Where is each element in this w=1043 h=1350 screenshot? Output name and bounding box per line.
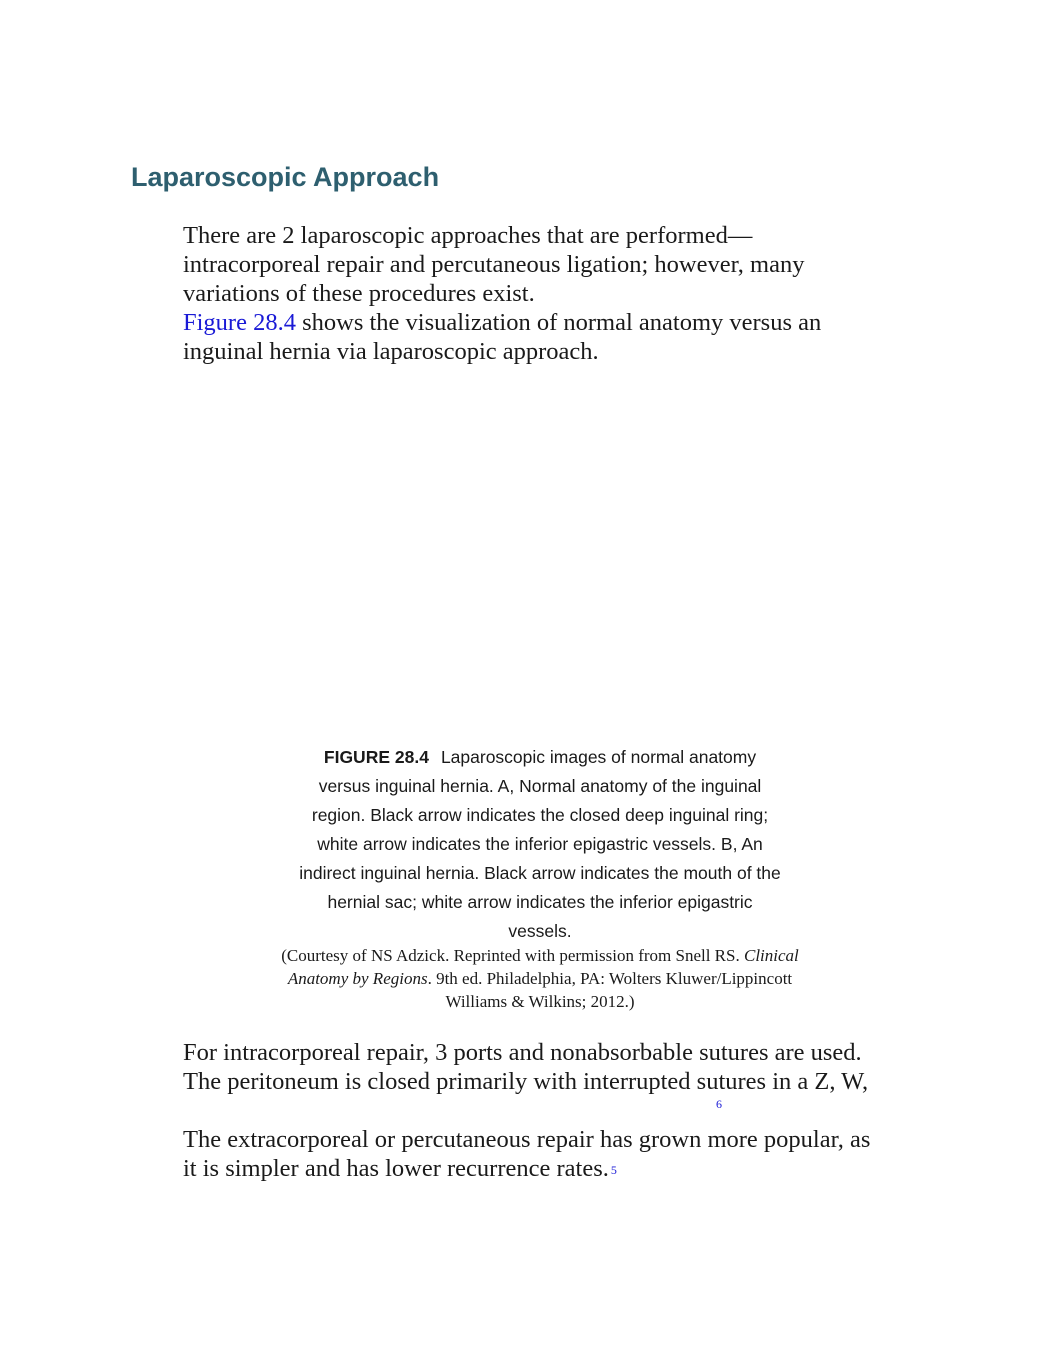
intracorporeal-line: For intracorporeal repair, 3 ports and nonabsorbable sutures are used. [183,1039,862,1066]
figure-label: FIGURE 28.4 [323,747,429,767]
figure-sentence-text: shows the visualization of normal anatomy versus an [295,309,822,336]
caption-line: indirect inguinal hernia. Black arrow indicates the mouth of the [299,863,781,883]
extracorporeal-line [183,1154,923,1183]
extracorporeal-line: The extracorporeal or percutaneous repair has grown more popular, as [183,1126,871,1153]
caption-line: vessels. [508,921,572,941]
credit-text: (Courtesy of NS Adzick. Reprinted with permission from Snell RS. [281,946,744,965]
credit-book-title: Anatomy by Regions [287,969,428,988]
figure-28-4-link[interactable]: Figure 28.4 [183,309,296,336]
caption-line: versus inguinal hernia. A, Normal anatomy of the inguinal [318,776,762,796]
caption-line: white arrow indicates the inferior epigastric vessels. B, An [317,834,763,854]
caption-line: region. Black arrow indicates the closed deep inguinal ring; [311,805,769,825]
intracorporeal-line: The peritoneum is closed primarily with interrupted sutures in a Z, W, [183,1068,869,1095]
intracorporeal-paragraph [183,1038,923,1113]
figure-credit [230,944,850,1013]
section-heading: Laparoscopic Approach [131,162,440,192]
credit-line [230,967,850,990]
intro-line: inguinal hernia via laparoscopic approach. [183,338,599,365]
intro-line: There are 2 laparoscopic approaches that are performed— [183,222,753,249]
footnote-ref-6[interactable]: 6 [716,1097,722,1111]
credit-line: Williams & Wilkins; 2012.) [445,992,635,1011]
extracorporeal-text: it is simpler and has lower recurrence rates. [183,1155,609,1182]
figure-caption [230,743,850,946]
caption-line [230,743,850,772]
intro-line: intracorporeal repair and percutaneous ligation; however, many [183,251,805,278]
intro-paragraph [183,221,923,366]
credit-text: . 9th ed. Philadelphia, PA: Wolters Kluwer/Lippincott [427,969,793,988]
intro-line: variations of these procedures exist. [183,280,535,307]
caption-line: hernial sac; white arrow indicates the inferior epigastric [327,892,753,912]
figure-reference-line [183,308,923,337]
caption-text: Laparoscopic images of normal anatomy [440,747,757,767]
credit-book-title: Clinical [743,946,799,965]
footnote-line [183,1096,923,1113]
credit-line [230,944,850,967]
extracorporeal-paragraph [183,1125,923,1183]
footnote-ref-5[interactable]: 5 [610,1163,617,1177]
